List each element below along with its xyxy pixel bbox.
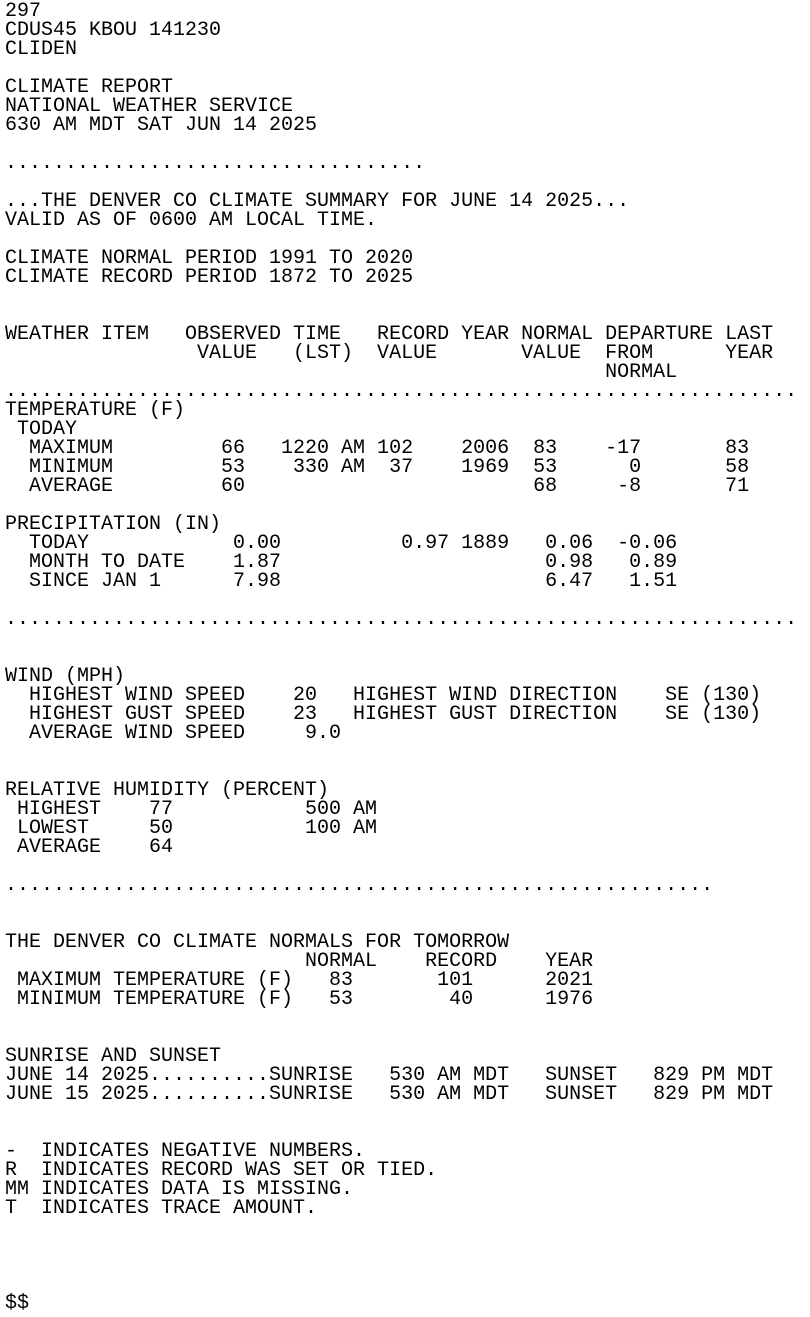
temperature-row-minimum: MINIMUM 53 330 AM 37 1969 53 0 58 <box>5 456 750 479</box>
valid-time: VALID AS OF 0600 AM LOCAL TIME. <box>5 209 378 232</box>
temperature-row-average: AVERAGE 60 68 -8 71 <box>5 475 750 498</box>
precipitation-heading: PRECIPITATION (IN) <box>5 513 222 536</box>
end-marker: $$ <box>5 1292 30 1315</box>
precipitation-row-month: MONTH TO DATE 1.87 0.98 0.89 <box>5 551 678 574</box>
humidity-heading: RELATIVE HUMIDITY (PERCENT) <box>5 779 330 802</box>
sun-row-today: JUNE 14 2025..........SUNRISE 530 AM MDT SUNSET 829 PM MDT <box>5 1064 774 1087</box>
blank-line <box>5 1256 810 1275</box>
precipitation-row-year: SINCE JAN 1 7.98 6.47 1.51 <box>5 570 678 593</box>
wind-row-highest-gust: HIGHEST GUST SPEED 23 HIGHEST GUST DIRECTION SE (130) <box>5 703 762 726</box>
blank-line <box>5 648 810 667</box>
issue-time: 630 AM MDT SAT JUN 14 2025 <box>5 114 318 137</box>
blank-line <box>5 1218 810 1237</box>
normals-columns: NORMAL RECORD YEAR <box>5 950 594 973</box>
table-header-line-3: NORMAL <box>5 361 678 384</box>
wmo-header: CDUS45 KBOU 141230 <box>5 19 222 42</box>
legend-missing: MM INDICATES DATA IS MISSING. <box>5 1178 354 1201</box>
separator-long: .................................................................. <box>5 380 798 403</box>
blank-line <box>5 743 810 762</box>
legend-trace: T INDICATES TRACE AMOUNT. <box>5 1197 318 1220</box>
humidity-row-highest: HIGHEST 77 500 AM <box>5 798 378 821</box>
normals-heading: THE DENVER CO CLIMATE NORMALS FOR TOMORROW <box>5 931 510 954</box>
blank-line <box>5 895 810 914</box>
record-period: CLIMATE RECORD PERIOD 1872 TO 2025 <box>5 266 414 289</box>
temperature-row-maximum: MAXIMUM 66 1220 AM 102 2006 83 -17 83 <box>5 437 750 460</box>
humidity-row-average: AVERAGE 64 <box>5 836 174 859</box>
blank-line <box>5 629 810 648</box>
wind-heading: WIND (MPH) <box>5 665 126 688</box>
separator-medium: ........................................................... <box>5 874 714 897</box>
report-title: CLIMATE REPORT <box>5 76 174 99</box>
blank-line <box>5 287 810 306</box>
table-header-line-2: VALUE (LST) VALUE VALUE FROM YEAR <box>5 342 774 365</box>
table-header-line-1: WEATHER ITEM OBSERVED TIME RECORD YEAR NORMAL DEPARTURE LAST <box>5 323 774 346</box>
separator-short: ................................... <box>5 152 426 175</box>
summary-title: ...THE DENVER CO CLIMATE SUMMARY FOR JUNE 14 2025... <box>5 190 630 213</box>
separator-long: .................................................................. <box>5 608 798 631</box>
product-sequence: 297 <box>5 0 42 23</box>
legend-record: R INDICATES RECORD WAS SET OR TIED. <box>5 1159 438 1182</box>
normals-row-minimum: MINIMUM TEMPERATURE (F) 53 40 1976 <box>5 988 594 1011</box>
humidity-row-lowest: LOWEST 50 100 AM <box>5 817 378 840</box>
blank-line <box>5 1104 810 1123</box>
awips-id: CLIDEN <box>5 38 78 61</box>
wind-row-highest-speed: HIGHEST WIND SPEED 20 HIGHEST WIND DIRECTION SE (130) <box>5 684 762 707</box>
blank-line <box>5 1009 810 1028</box>
blank-line <box>5 1275 810 1294</box>
sun-row-tomorrow: JUNE 15 2025..........SUNRISE 530 AM MDT SUNSET 829 PM MDT <box>5 1083 774 1106</box>
temperature-today-label: TODAY <box>5 418 78 441</box>
legend-negative: - INDICATES NEGATIVE NUMBERS. <box>5 1140 366 1163</box>
precipitation-row-today: TODAY 0.00 0.97 1889 0.06 -0.06 <box>5 532 678 555</box>
blank-line <box>5 1237 810 1256</box>
sun-heading: SUNRISE AND SUNSET <box>5 1045 222 1068</box>
temperature-heading: TEMPERATURE (F) <box>5 399 186 422</box>
wind-row-average-speed: AVERAGE WIND SPEED 9.0 <box>5 722 342 745</box>
normal-period: CLIMATE NORMAL PERIOD 1991 TO 2020 <box>5 247 414 270</box>
issuing-office: NATIONAL WEATHER SERVICE <box>5 95 294 118</box>
normals-row-maximum: MAXIMUM TEMPERATURE (F) 83 101 2021 <box>5 969 594 992</box>
